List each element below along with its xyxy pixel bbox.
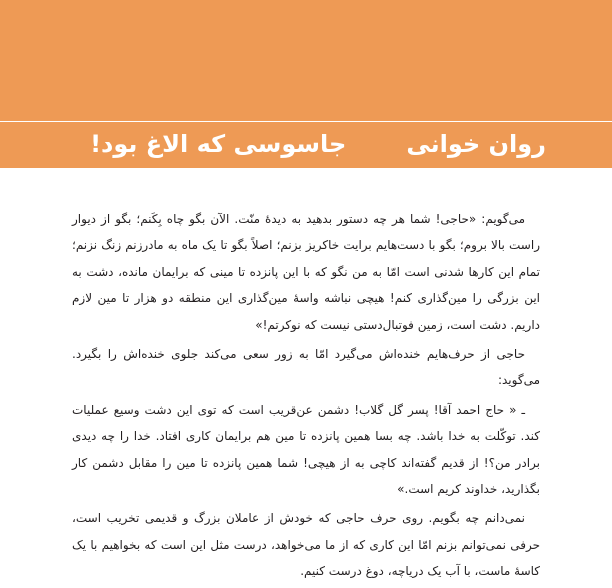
story-text (72, 206, 540, 588)
paragraph-2: حاجی از حرف‌هایم خنده‌اش می‌گیرد امّا به زور سعی می‌کند جلوی خنده‌اش را بگیرد. می‌گوید: (72, 347, 540, 388)
lesson-title: جاسوسی که الاغ بود! (90, 130, 347, 158)
header-title-bar (90, 124, 546, 164)
paragraph-1: می‌گویم: «حاجی! شما هر چه دستور بدهید به دیدهٔ منّت. الآن بگو چاه بِکَنم؛ بگو از دیوار راست بالا بروم؛ بگو با دست‌هایم برایت خاکریز بزنم؛ اصلاً بگو تا یک ماه به مادرزنم زنگ نزنم؛ تمام این کارها شدنی است امّا به من نگو که با این پانزده تا مینی که برایمان مانده، دشت به این بزرگی را مین‌گذاری کنم! هیچی نباشه واسهٔ مین‌گذاری این منطقه دو هزار تا مین لازم داریم. دشت است، زمین فوتبال‌دستی نیست که نوکرتم!» (72, 212, 540, 332)
header-divider (0, 121, 612, 122)
paragraph-3: ـ « حاج احمد آقا! پسر گل گلاب! دشمن عن‌قریب است که توی این دشت وسیع عملیات کند. توکّلت به خدا باشد. چه بسا همین پانزده تا مین هم برایمان کاری افتاد. خدا را چه دیدی برادر من؟! از قدیم گفته‌اند کاچی به از هیچی! شما همین پانزده تا مین را مقابل دشمن کار بگذارید، خداوند کریم است.» (72, 402, 540, 497)
section-label: روان خوانی (406, 130, 546, 158)
paragraph-4: نمی‌دانم چه بگویم. روی حرف حاجی که خودش از عاملان بزرگ و قدیمی تخریب است، حرفی نمی‌توانم بزنم امّا این کاری که از ما می‌خواهد، درست مثل این است که بخواهیم با یک کاسهٔ ماست، با آب یک دریاچه، دوغ درست کنیم. (72, 511, 540, 579)
